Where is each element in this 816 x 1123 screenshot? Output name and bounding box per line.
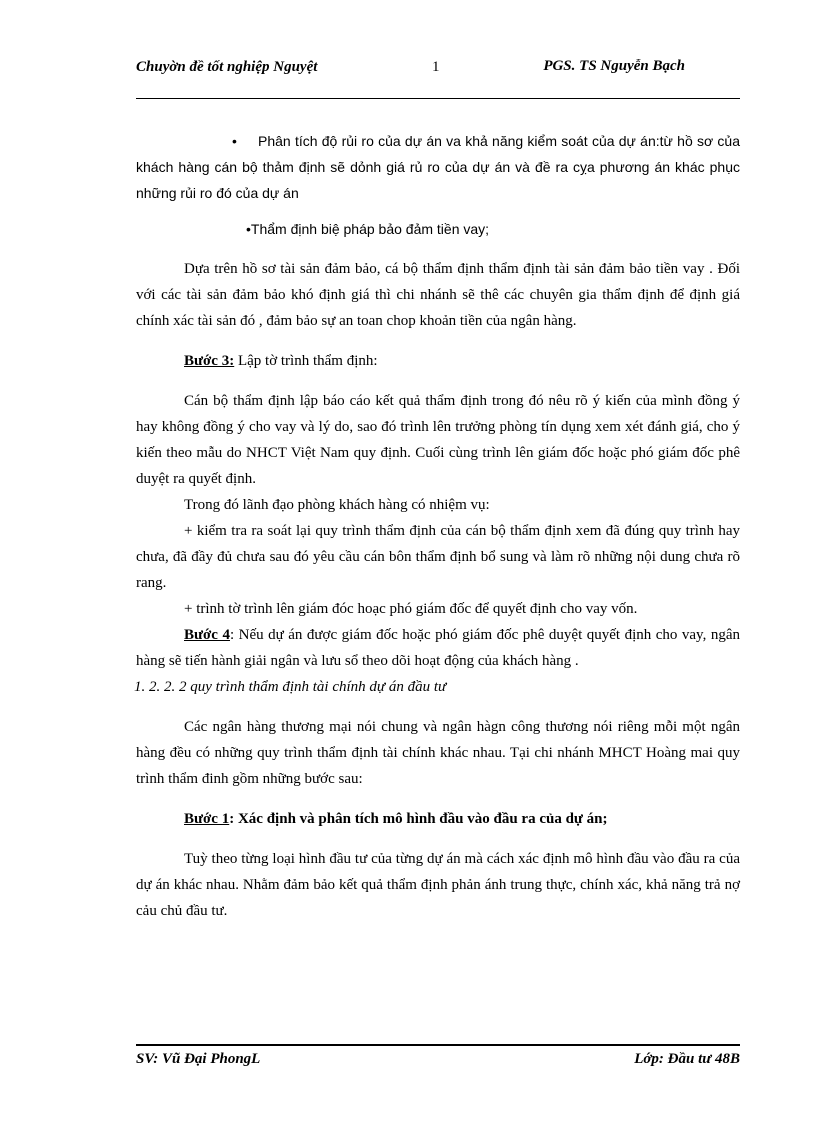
step4-label: Bước 4 — [184, 627, 230, 643]
step4-paragraph: Bước 4: Nếu dự án được giám đốc hoặc phó giám đốc phê duyệt quyết định cho vay, ngân hàng sẽ tiến hành giải ngân và lưu sổ theo dõi hoạt động của khách hàng . — [136, 627, 740, 669]
paragraph-leadership-duties: Trong đó lãnh đạo phòng khách hàng có nhiệm vụ: — [184, 497, 490, 513]
paragraph-collateral: Dựa trên hồ sơ tài sản đảm bảo, cá bộ thẩm định thẩm định tài sản đảm bảo tiền vay . Đối với các tài sản đảm bảo khó định giá thì chi nhánh sẽ thê các chuyên gia thẩm định để định giá chính xác tài sản đó , đảm bảo sự an toan chop khoản tiền của ngân hàng. — [136, 261, 740, 329]
header-right-author: PGS. TS Nguyễn Bạch — [543, 58, 685, 74]
page-footer — [136, 1044, 740, 1074]
bullet-dot-icon: • — [246, 221, 251, 237]
paragraph-review-process: + kiểm tra ra soát lại quy trình thẩm định của cán bộ thẩm định xem đã đúng quy trình hay chưa, đã đầy đủ chưa sau đó yêu cầu cán bôn thẩm định bổ sung và làm rõ những nội dung chưa rõ rang. — [136, 523, 740, 591]
step3-label: Bước 3: — [184, 353, 235, 369]
page-number: 1 — [432, 59, 440, 75]
step1-heading: Bước 1: Xác định và phân tích mô hình đầu vào đầu ra của dự án; — [184, 811, 608, 827]
bullet-risk-analysis: • Phân tích độ rủi ro của dự án va khả năng kiểm soát của dự án:từ hồ sơ của khách hàng cán bộ thảm định sẽ dỏnh giá rủ ro của dự án và đề ra cỵa phương án khác phục những rủi ro đó của dự án — [136, 128, 740, 206]
bullet-dot-icon: • — [232, 133, 237, 149]
paragraph-input-output-model: Tuỳ theo từng loại hình đầu tư của từng dự án mà cách xác định mô hình đầu vào đầu ra của dự án khác nhau. Nhằm đảm bảo kết quả thẩm định phản ánh trung thực, chính xác, khả năng trả nợ cảu chủ đầu tư. — [136, 851, 740, 919]
footer-class: Lớp: Đầu tư 48B — [634, 1051, 740, 1067]
page-header — [136, 58, 740, 99]
footer-student: SV: Vũ Đại PhongL — [136, 1051, 261, 1067]
document-body — [136, 128, 740, 924]
bullet-loan-security: •Thẩm định biệ pháp bảo đảm tiền vay; — [246, 221, 490, 237]
section-heading: 1. 2. 2. 2 quy trình thẩm định tài chính dự án đầu tư — [134, 679, 447, 695]
paragraph-appraisal-report: Cán bộ thẩm định lập báo cáo kết quả thẩm định trong đó nêu rõ ý kiến của mình đồng ý hay không đồng ý cho vay và lý do, sao đó trình lên trưởng phòng tín dụng xem xét đánh giá, cho ý kiến theo mẫu do NHCT Việt Nam quy định. Cuối cùng trình lên giám đốc hoặc phó giám đốc phê duyệt ra quyết định. — [136, 393, 740, 487]
step1-label: Bước 1 — [184, 811, 230, 827]
paragraph-banks-procedures: Các ngân hàng thương mại nói chung và ngân hàgn công thương nói riêng mỗi một ngân hàng đều có những quy trình thẩm định tài chính khác nhau. Tại chi nhánh MHCT Hoàng mai quy trình thẩm đinh gồm những bước sau: — [136, 719, 740, 787]
step3-heading: Bước 3: Lập tờ trình thẩm định: — [184, 353, 378, 369]
paragraph-submit-proposal: + trình tờ trình lên giám đóc hoạc phó giám đốc để quyết định cho vay vốn. — [184, 601, 638, 617]
header-left-title: Chuyờn đề tốt nghiệp Nguyệt — [136, 59, 318, 75]
